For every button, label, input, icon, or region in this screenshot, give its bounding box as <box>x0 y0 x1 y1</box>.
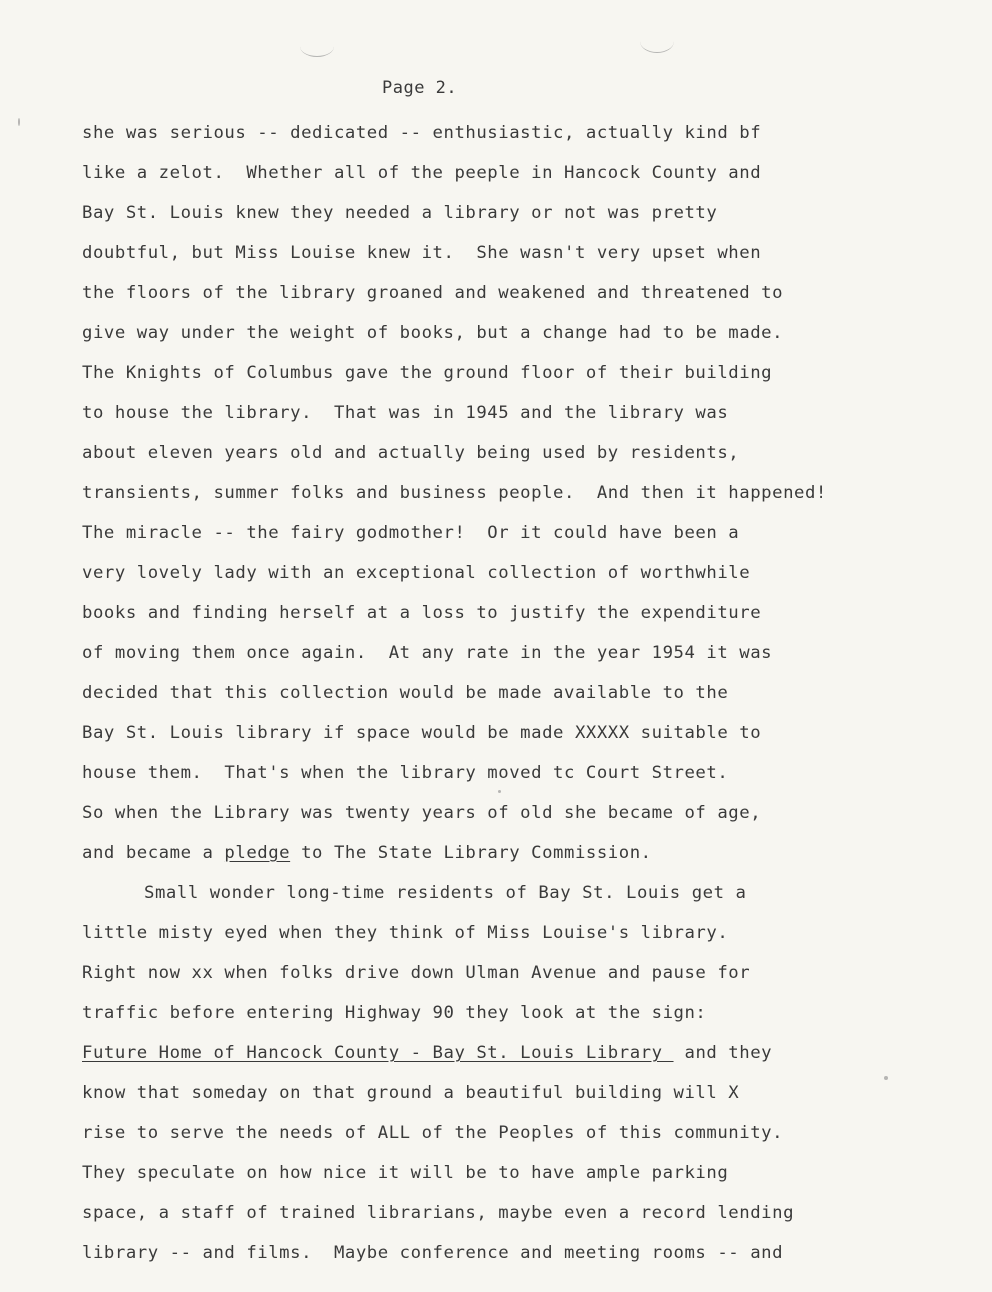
text-line: little misty eyed when they think of Miss Louise's library. <box>82 923 729 943</box>
underlined-word: pledge <box>224 843 291 863</box>
underlined-sign-text: Future Home of Hancock County - Bay St. Louis Library <box>82 1043 674 1063</box>
text-line: They speculate on how nice it will be to have ample parking <box>82 1163 729 1183</box>
text-line: give way under the weight of books, but a change had to be made. <box>82 323 784 343</box>
text-line: very lovely lady with an exceptional collection of worthwhile <box>82 563 751 583</box>
text-line: Bay St. Louis library if space would be made XXXXX suitable to <box>82 723 762 743</box>
text-line: books and finding herself at a loss to justify the expenditure <box>82 603 762 623</box>
text-line: Bay St. Louis knew they needed a library or not was pretty <box>82 203 718 223</box>
paper-smudge <box>640 30 674 53</box>
text-line: library -- and films. Maybe conference and meeting rooms -- and <box>82 1243 784 1263</box>
text-line: of moving them once again. At any rate in the year 1954 it was <box>82 643 773 663</box>
text-line <box>82 833 912 873</box>
text-line: about eleven years old and actually being used by residents, <box>82 443 740 463</box>
paper-speck <box>18 118 20 126</box>
text-line: house them. That's when the library moved tc Court Street. <box>82 763 729 783</box>
text-line: rise to serve the needs of ALL of the Peoples of this community. <box>82 1123 784 1143</box>
body-text <box>82 113 912 1273</box>
text-line: like a zelot. Whether all of the peeple in Hancock County and <box>82 163 762 183</box>
page-number: Page 2. <box>382 78 458 98</box>
text-line: traffic before entering Highway 90 they look at the sign: <box>82 1003 707 1023</box>
text-segment: and they <box>673 1043 773 1063</box>
text-line: she was serious -- dedicated -- enthusiastic, actually kind bf <box>82 123 762 143</box>
text-line: to house the library. That was in 1945 and the library was <box>82 403 729 423</box>
paragraph-start-line: Small wonder long-time residents of Bay St. Louis get a <box>144 883 747 903</box>
text-line <box>82 1033 912 1073</box>
text-line: So when the Library was twenty years of old she became of age, <box>82 803 762 823</box>
text-line: Right now xx when folks drive down Ulman Avenue and pause for <box>82 963 751 983</box>
text-line: transients, summer folks and business people. And then it happened! <box>82 483 827 503</box>
text-line: The Knights of Columbus gave the ground floor of their building <box>82 363 773 383</box>
text-line: doubtful, but Miss Louise knew it. She wasn't very upset when <box>82 243 762 263</box>
text-segment: and became a <box>82 843 225 863</box>
text-segment: to The State Library Commission. <box>290 843 652 863</box>
paper-smudge <box>300 36 334 57</box>
text-line: space, a staff of trained librarians, maybe even a record lending <box>82 1203 795 1223</box>
text-line: decided that this collection would be made available to the <box>82 683 729 703</box>
text-line: know that someday on that ground a beautiful building will X <box>82 1083 740 1103</box>
text-line: The miracle -- the fairy godmother! Or it could have been a <box>82 523 740 543</box>
text-line: the floors of the library groaned and weakened and threatened to <box>82 283 784 303</box>
